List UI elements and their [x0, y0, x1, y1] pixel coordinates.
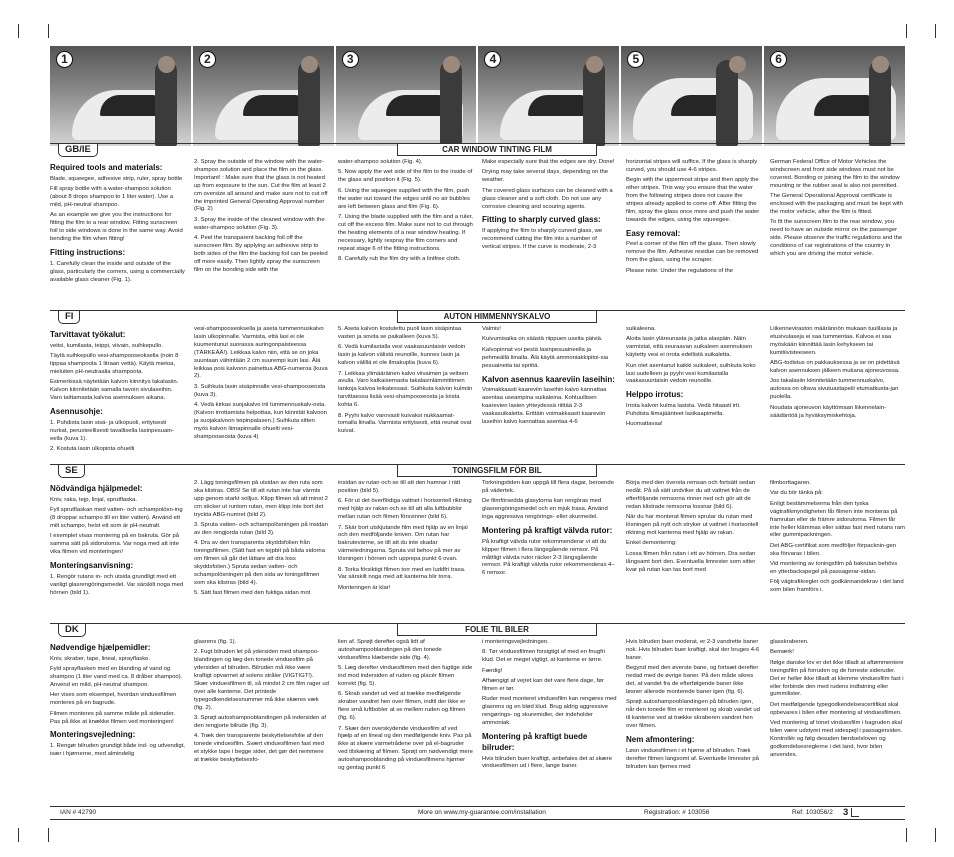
section-header	[50, 623, 905, 636]
subheading: Montering på kraftigt buede bilruder:	[482, 732, 588, 752]
paragraph: horizontal stripes will suffice. If the glass is sharply curved, you should use 4-6 stripes.	[626, 159, 758, 173]
paragraph: Vid montering av toningsfilm på bakrutan behövs en ytterbackspegel på passagerar-sidan.	[770, 561, 898, 576]
paragraph: lien af. Sprøjt derefter også lidt af autoshampooblandingen på den tonede vinduesfilms klæbende side (fig. 4).	[338, 639, 442, 661]
section-se	[50, 464, 905, 622]
paragraph: Please note: Under the regulations of the	[626, 267, 734, 274]
paragraph: Bemærk!	[770, 649, 794, 656]
section-dk	[50, 623, 905, 803]
paragraph: Börja med den översta remsan och fortsätt sedan nedåt. På så sätt undviker du att vattnet från de efterföljande remsorna rinner ned och gör att de redan klistrade remsorna lossnar (bild 6).	[626, 480, 756, 510]
paragraph: 2. Lägg toningsfilmen på utsidan av den ruta som ska klistras. OBS! Se till att rutan inte har värmts upp genom starkt solljus. Klipp filmen så att minst 2 cm sticker ut runtom rutan, men klipp inte bort det tryckta ABG-numret (bild 2).	[194, 480, 328, 518]
paragraph: 1. Rengør bilruden grundigt både ind- og udvendigt, især i hjørnerne, med almindelig	[50, 743, 185, 758]
paragraph: 4. Peel the transparent backing foil off the sunscreen film. By applying an adhesive strip to both sides of the film the backing foil can be peeled off more easily. Then lightly spray the sunscreen film on the bonding side with the	[194, 235, 328, 273]
language-tag: SE	[58, 465, 85, 478]
crop-mark	[48, 24, 49, 38]
step-photo	[764, 46, 905, 146]
step-number-badge: 2	[199, 51, 216, 68]
paragraph: 6. Using the squeegee supplied with the film, push the water out toward the edges until no air bubbles are left between glass and film (Fig. 6).	[338, 187, 470, 210]
section-title: CAR WINDOW TINTING FILM	[397, 143, 597, 156]
crop-mark	[906, 828, 907, 842]
text-column	[770, 159, 905, 287]
paragraph: Afhængigt af vejret kan det vare flere dage, før filmen er tør.	[482, 678, 604, 693]
paragraph: 3. Suihkuta lasin sisäpinnalle vesi-shampooseosta (kuva 3).	[194, 383, 326, 398]
text-column	[50, 639, 185, 776]
paragraph: Lossa filmen från rutan i ett av hörnen. Dra sedan långsamt bort den. Eventuella limrester som sitter kvar på rutan kan tas bort med	[626, 550, 756, 573]
paragraph: 8. Pyyhi kalvo varovasti kuivaksi nukkaamat-tomalla liinalla. Varmista erityisesti, että reunat ovat kuivat.	[338, 412, 472, 435]
crop-mark	[906, 24, 907, 38]
paragraph: Ifølge danske lov er det ikke tilladt at aftømmentere toningsfilm på forruden og de forreste sideruder. Det er heller ikke tilladt at klemme vinduesfilm fast i eller forbinde den med rudens indfatning eller gummilister.	[770, 659, 904, 698]
section-body	[50, 636, 905, 776]
subheading: Nødvendige hjælpemidler:	[50, 643, 151, 652]
paragraph: Ved montering af tonet vinduesfilm i bagruden skal bilen være udstyret med sidespejl i passagersiden. Kontrollér og følg desuden færdselsloven og godkendelsesreglerne i det land, hvor bilen anvendes.	[770, 720, 903, 758]
text-column	[194, 326, 329, 456]
subheading: Asennusohje:	[50, 407, 103, 417]
page-footer	[50, 806, 905, 820]
paragraph: filmborttagaren.	[770, 480, 811, 486]
paragraph: 4. Træk den transparente beskyttelsesfolie af den tonede vinduesfilm. Svært vinduesfilmen fast med et stykke tape i begge sider, det gør det nemmere at trække beskyttelsesfo-	[194, 733, 324, 764]
text-column	[50, 326, 185, 456]
crop-mark	[935, 24, 936, 38]
paragraph: 6. Skrab vandet ud ved at trække medfølgende skraber vandret hen over filmen, indtil der ikke er flere små luftbobler at se mellem ruden og filmen (fig. 6).	[338, 691, 466, 722]
step-photo	[621, 46, 762, 146]
paragraph: Sprøjt autoshampooblandingen på bilruden igen, når den tonede film er monteret og skrab vandet ud til kanterne ved at trække skraberen vandret hen over filmen.	[626, 699, 760, 730]
paragraph: Monteringen är klar!	[338, 584, 391, 591]
paragraph: 5. Sätt fast filmen med den fuktiga sidan mot	[194, 590, 311, 597]
paragraph: Færdig!	[482, 667, 503, 674]
subheading: Nem afmontering:	[626, 734, 695, 744]
subheading: Kalvon asennus kaareviin laseihin:	[482, 374, 615, 384]
paragraph: 1. Puhdista lasin sisä- ja ulkopuoli, erityisesti nurkat, perusteellisesti tavallisella lasinpesuain-eella (kuva 1).	[50, 419, 174, 442]
paragraph: Var du bör tänka på:	[770, 490, 823, 497]
section-body	[50, 156, 905, 287]
paragraph: Fyll sprutflaskan med vatten- och schampolösn-ing (8 droppar schampo till en liter vatten). Använd ett milt schampo, helst ett som är pH-neutralt.	[50, 507, 183, 529]
text-column	[194, 159, 329, 287]
text-column	[770, 480, 905, 601]
paragraph: insidan av rutan och se till att den hamnar i rätt position (bild 5).	[338, 480, 461, 494]
paragraph: Det ABG-certifikat som medföljer förpacknin-gen ska förvaras i bilen.	[770, 542, 897, 557]
paragraph: Begynd med den øverste bane, og fortsæt derefter nedad med de øvrige baner. På den måde sikres det, at vandet fra de efterfølgende baner ikke løsner allerede monterede baner igen (fig. 6).	[626, 665, 759, 695]
paragraph: De filmförsedda glasytorna kan rengöras med glasrengöringsmedel och en mjuk trasa. Använd inga aggressiva rengörings- eller skurmedel.	[482, 498, 608, 521]
paragraph: 7. Skär bort utskjutande film med hjälp av en linjal och den medföljande kniven. Om rutan har bakrutevärme, se till att du inte skadar värmeledningarna. Spruta vid behov på mer av lösningen i hörnen och upprepa punkt 6 ovan.	[338, 524, 468, 563]
paragraph: 1. Carefully clean the inside and outside of the glass, particularly the corners, using a commercially available glass cleaner (Fig. 1).	[50, 260, 185, 283]
section-gb	[50, 143, 905, 311]
language-tag: DK	[58, 624, 86, 637]
section-title: FOLIE TIL BILER	[397, 623, 597, 636]
paragraph: Irrota kalvon kulma lasista. Vedä hitaasti irti. Puhdista liimajäänteet lasikaapimella.	[626, 403, 741, 417]
paragraph: The General Operational Approval certificate is enclosed with the packaging and must be kept with the motor vehicle, after the film is fitted.	[770, 193, 903, 215]
paragraph: Noudata ajoneuvon käyttömaan liikennelain-säädäntöä ja hyväksymiskehtoja.	[770, 404, 886, 419]
subheading: Monteringsvejledning:	[50, 730, 136, 740]
registration-number: Registration: # 103056	[644, 809, 710, 816]
text-column	[482, 639, 617, 776]
text-column	[338, 480, 473, 601]
person-illustration	[716, 60, 738, 146]
section-body	[50, 323, 905, 456]
paragraph: Jos takalasiin kiinnitetään tummennuskalvo, autossa on oltava sivutuastapeili etumatkusta-jan puolella.	[770, 378, 899, 401]
text-column	[338, 159, 473, 287]
paragraph: Enligt bestämmelserna från den tyska vägtrafikmyndigheten får filmen inte monteras på framrutan eller de främre sidorutorna. Filmen får inte heller klämmas eller sättas fast med rutans ram eller gummipackningen.	[770, 500, 905, 539]
step-number-badge: 3	[342, 51, 359, 68]
text-column	[482, 326, 617, 456]
text-column	[626, 326, 761, 456]
step-number-badge: 4	[484, 51, 501, 68]
crop-mark	[18, 24, 19, 38]
paragraph: If applying the film to sharply curved glass, we recommend cutting the film into a number of vertical stripes. If the curve is moderate, 2-3	[482, 228, 603, 250]
text-column	[770, 639, 905, 776]
language-tag: GB/IE	[58, 144, 98, 157]
paragraph: Liikenneviraston määrännön mukaan tuulilasia ja etusivulaseja ei saa tummentaa. Kalvoa ei saa myöskään kiinnittää lasin kehykseen tai kumitiivisteeseen.	[770, 326, 898, 356]
person-head	[301, 56, 318, 73]
paragraph: Esimerkissä näytetään kalvon kiinnitys takalasiin. Kalvon kiinnitetään samalla tavoin sivulaseihin. Varo taittamasta kalvoa asennuksen aikana.	[50, 379, 179, 402]
paragraph: Hvis bilruden buer moderat, er 2-3 vandrette baner nok. Hvis bilruden buer kraftigt, skal der bruges 4-6 baner.	[626, 639, 760, 661]
paragraph: Fyld sprayflasken med en blanding af vand og shampoo (1 liter vand med ca. 8 dråber shampoo). Anvend en mild, pH-neutral shampoo.	[50, 666, 183, 688]
paragraph: Løsn vinduesfilmen i et hjørne af bilruden. Træk derefter filmen langsomt af. Eventuelle limrester på bilruden kan fjernes med	[626, 747, 759, 770]
paragraph: As an example we give you the instructions for fitting the film to a rear window. Fitting sunscreen foil to side windows is done in the same way. Avoid bending the film when fitting!	[50, 212, 183, 243]
person-head	[872, 56, 889, 73]
paragraph: 5. Now apply the wet side of the film to the inside of the glass and position it (Fig. 5).	[338, 169, 473, 184]
text-column	[338, 639, 473, 776]
text-column	[194, 639, 329, 776]
paragraph: 5. Læg derefter vinduesfilmen med den fugtige side ind mod indersiden af ruden og placér filmen korrekt (fig. 5).	[338, 665, 473, 688]
step-number-badge: 5	[627, 51, 644, 68]
paragraph: glasrens (fig. 1).	[194, 639, 237, 645]
paragraph: 1. Rengör rutans in- och utsida grundligt med ett vanligt glasrengöringsmedel. Var särskilt noga med hörnen (bild 1).	[50, 573, 184, 596]
paragraph: 8. Torka försiktigt filmen torr med en luddfri trasa. Var särskilt noga med att kanterna blir torra.	[338, 566, 466, 581]
paragraph: Begin with the uppermost stripe and then apply the other stripes. This way you ensure that the water from the following stripes does not cause the stripes already applied to come off. After fitting the film, spray the glass once more and push the water towards the edges, using the squeegee.	[626, 177, 760, 223]
section-header	[50, 464, 905, 477]
language-tag: FI	[58, 311, 80, 324]
corner-mark-icon	[851, 808, 859, 817]
paragraph: 8. Tør vinduesfilmen forsigtigt af med en fnugfri klud. Det er meget vigtigt, at kanterne er tørre.	[482, 649, 605, 664]
section-title: AUTON HIMMENNYSKALVO	[397, 310, 597, 323]
subheading: Fitting to sharply curved glass:	[482, 215, 601, 225]
paragraph: Fill spray bottle with a water-shampoo solution (about 8 drops shampoo to 1 liter water). Use a mild, pH-neutral shampoo.	[50, 186, 174, 208]
window-illustration	[386, 95, 444, 116]
paragraph: Ruder med monteret vinduesfilm kan rengøres med glasrens og en blød klud. Brug aldrig aggressive rengørings- og skuremidler, der indeholder ammoniak.	[482, 696, 617, 727]
paragraph: Kalvopinnat voi pestä lasinpesuaineella ja pehmeällä liinalla. Älä käytä ammoniakkipitoi-sia pesuaineita tai spriitä.	[482, 346, 609, 369]
paragraph: suikaleena.	[626, 326, 656, 332]
paragraph: Aloita lasin yläreunasta ja jatka alaspäin. Näin varmistat, että seuraavan suikaleen asennuksen käytetty vesi ei irrota edellistä suikaletta.	[626, 336, 753, 359]
section-header	[50, 143, 905, 156]
reference-number: Ref: 103056/2	[792, 809, 833, 816]
paragraph: Filmen monteres på samme måde på sideruder. Pas på ikke at knække filmen ved monteringen!	[50, 710, 176, 725]
paragraph: 3. Spruta vatten- och schampolösningen på insidan av den rengjorda rutan (bild 3).	[194, 522, 328, 536]
step-photo	[50, 46, 191, 146]
paragraph: i monteringsvejledningen.	[482, 639, 549, 645]
paragraph: Det medfølgende typegodkendelsescertifikat skal opbevares i bilen efter montering af vinduesfilmen.	[770, 701, 902, 716]
window-illustration	[528, 95, 586, 116]
paragraph: The covered glass surfaces can be cleaned with a glass cleaner and a soft cloth. Do not use any corrosive cleaning and scouring agents.	[482, 187, 613, 210]
subheading: Tarvittavat työkalut:	[50, 330, 126, 339]
paragraph: När du har monterat filmen sprutar du rutan med lösningen på nytt och stryker ut vattnet i horisontell riktning mot kanterna med hjälp av rakan.	[626, 514, 759, 536]
paragraph: 3. Spray the inside of the cleaned window with the water-shampoo solution (Fig. 3).	[194, 216, 325, 231]
crop-mark	[18, 828, 19, 842]
paragraph: 2. Fugt bilruden let på ydersiden med shampoo-blandingen og læg den tonede vinduesfilm på ydersiden af bilruden. Bilruden må ikke være kraftigt opvarmet af solens stråler (VIGTIGT!). Skær vinduesfilmen til, så mindst 2 cm film rager ud over alle kanterne. Det printede typegodkendelsesnummer må ikke skæres væk (fig. 2).	[194, 649, 329, 711]
crop-mark	[48, 828, 49, 842]
text-column	[194, 480, 329, 601]
ian-number: IAN # 42790	[60, 809, 97, 816]
subheading: Nödvändiga hjälpmedel:	[50, 484, 143, 493]
window-illustration	[100, 95, 158, 116]
paragraph: 4. Vedä kirkas suojakalvo irti tummennuskalv-osta. (Kalvon irrottamista helpottaa, kun kiinnität kalvoon ja suojakalvoon teipinpalasen.) Suihkuta sitten myös kalvon liimapinnalle ohuelti vesi-shampooseosta (kuva 4)	[194, 402, 327, 440]
window-illustration	[243, 95, 301, 116]
paragraph: German Federal Office of Motor Vehicles the windscreen and front side windows must not be covered. Bonding or joining the film to the window mounting or the rubber seal is also not permitted.	[770, 159, 900, 189]
paragraph: Enkel demontering:	[626, 540, 677, 547]
text-column	[482, 480, 617, 601]
paragraph: I exemplet visas montering på en bakruta. Gör på samma sätt på sidorutorna. Var noga med att inte vika filmen vid monteringen!	[50, 533, 180, 556]
step-photo	[193, 46, 334, 146]
section-header	[50, 310, 905, 323]
text-column	[482, 159, 617, 287]
paragraph: Kuivumisaika on säästä riippuen useita päiviä.	[482, 336, 603, 343]
section-title: TONINGSFILM FÖR BIL	[397, 464, 597, 477]
text-column	[626, 639, 761, 776]
subheading: Monteringsanvisning:	[50, 561, 134, 571]
paragraph: Drying may take several days, depending on the weather.	[482, 169, 609, 184]
text-column	[626, 480, 761, 601]
paragraph: Peel a corner of the film off the glass. Then slowly remove the film. Adhesive residue can be removed from the glass, using the scraper.	[626, 241, 759, 264]
paragraph: 4. Dra av den transparenta skyddsfolien från toningsfilmen. (Sätt fast en tejpbit på båda sidorna om filmen så går det lättare att dra loss skyddsfolien.) Spruta sedan vatten- och schampolösningen på den sida av toningsfilmen som ska klistras (bild 4).	[194, 540, 325, 586]
section-fi	[50, 310, 905, 462]
paragraph: 8. Carefully rub the film dry with a lintfree cloth.	[338, 255, 461, 262]
guarantee-url: More on www.my-guarantee.com/installation	[418, 809, 546, 816]
text-column	[50, 159, 185, 287]
paragraph: På kraftigt välvda rutor rekommenderar vi att du klipper filmen i flera längsgående remsor. På måttligt välvda rutor räcker 2-3 längsgående remsor. På kraftigt välvda rutor rekommenderas 4–6 remsor.	[482, 538, 615, 577]
paragraph: 7. Leikkaa ylimääräinen kalvo viivaimen ja veitsen avulla. Varo katkaisemasta takalasinlämmittimen lankoja kalvoa leikatessasi. Suihkuta kalvon kulmiin tarvittaessa lisää vesi-shampooseosta ja toista kohta 6.	[338, 370, 473, 409]
paragraph: Kun olet asentanut kaikki suikaleet, suihkuta koko lasi uudelleen ja pyyhi vesi kumilastalla vaakasuuntaisin vedoin reunoille.	[626, 362, 756, 385]
section-body	[50, 477, 905, 601]
person-head	[729, 56, 746, 73]
paragraph: Voimakkaasti kaareviin laseihin kalvo kannattaa asentaa useampina suikaleina. Kohtuullisen kaarevien lasien yhteydessä riittää 2-3 vaakasuikaletta. Erittäin voimakkaasti kaareviin laseihin kalvo kannattaa asentaa 4-6	[482, 387, 607, 425]
subheading: Montering på kraftigt välvda rutor:	[482, 526, 613, 536]
paragraph: 7. Using the blade supplied with the film and a ruler, cut off the excess film. Make sure not to cut through the heating elements of a rear window heating. If necessary, lightly respray the film corners and repeat stage 6 of the fitting instructions.	[338, 213, 473, 252]
paragraph: Huomattavaa!	[626, 421, 663, 428]
paragraph: 2. Kostuta lasin ulkopinta ohuelti	[50, 446, 135, 452]
paragraph: 5. Aseta kalvon kostutettu puoli lasin sisäpintaa vasten ja sovita se paikalleen (kuva 5).	[338, 326, 462, 340]
paragraph: 6. För ut det överflödiga vattnet i horisontell riktning med hjälp av rakan och se till att alla luftbubblor mellan rutan och filmen försvinner (bild 6).	[338, 498, 472, 521]
paragraph: 6. Vedä kumilastalla vesi vaakasuuntaisin vedoin lasin ja kalvon välistä reunoille, kunnes lasin ja kalvon välillä ei ole ilmakuplia (kuva 6).	[338, 344, 466, 367]
paragraph: Blade, squeegee, adhesive strip, ruler, spray bottle	[50, 175, 183, 182]
paragraph: Make especially sure that the edges are dry. Done!	[482, 159, 615, 165]
paragraph: Valmis!	[482, 326, 501, 332]
paragraph: ABG-todistus on pakkauksessa ja se on pidettävä kalvon asennuksen jälkeen mukana ajoneuvossa.	[770, 360, 900, 375]
paragraph: To fit the sunscreen film to the rear window, you need to have an outside mirror on the passenger side. Please observe the traffic regulations and the conditions of car registrations of the country in which you are driving the motor vehicle.	[770, 219, 903, 257]
paragraph: 3. Sprøjt autoshampooblandingen på indersiden af den rengjorte bilrude (fig. 3).	[194, 715, 326, 730]
paragraph: Täytä suihkepullo vesi-shampooseoksella (noin 8 tippaa shampoota 1 litraan vettä). Käytä mietoa, mieluiten pH-neutraalia shampoota.	[50, 353, 179, 375]
page-number: 3	[843, 807, 849, 818]
paragraph: 7. Skær den overskydende vinduesfilm af ved hjælp af en lineal og den medfølgende kniv. Pas på ikke at skære varmetrådene over på el-bagruder ved tilskæring af filmen. Sprøjt om nødvendigt mere autoshampooblanding på vinduesfilmens hjørner og gentag punkt 6	[338, 725, 473, 772]
window-illustration	[814, 95, 872, 116]
paragraph: Kniv, skraber, tape, lineal, sprayflaske.	[50, 655, 151, 662]
paragraph: vesi-shampooseoksella ja aseta tummennuskalvo lasin ulkopinnalle. Varmista, että lasi ei ole kuumentunut suorassa auringonpaisteessa (TÄRKEÄÄ!). Leikkaa kalvo niin, että se on joka suuntaan vähintään 2 cm suurempi kuin lasi. Älä leikkaa pois kalvoon painettua ABG-numeroa (kuva 2).	[194, 326, 328, 380]
step-photo	[478, 46, 619, 146]
subheading: Required tools and materials:	[50, 163, 163, 172]
paragraph: Torkningstiden kan uppgå till flera dagar, beroende på vädertek.	[482, 480, 614, 494]
subheading: Fitting instructions:	[50, 247, 126, 257]
instruction-photo-strip	[50, 46, 905, 146]
paragraph: Kniv, raka, tejp, linjal, sprutflaska.	[50, 496, 137, 503]
person-head	[158, 56, 175, 73]
step-number-badge: 6	[770, 51, 787, 68]
paragraph: Hvis bilruden buer kraftigt, anbefales det at skære vinduesfilmen ud i flere, lange baner.	[482, 755, 612, 770]
paragraph: 2. Spray the outside of the window with the water-shampoo solution and place the film on the glass. Important! : Make sure that the glass is not heated up from exposure to the sun. Cut the film at least 2 cm oversize all around and make sure not to cut off the imprinted General Operating Approval number (Fig. 2)	[194, 159, 328, 213]
paragraph: water-shampoo solution (Fig. 4).	[338, 159, 423, 165]
paragraph: glasskraberen.	[770, 639, 809, 645]
text-column	[626, 159, 761, 287]
text-column	[50, 480, 185, 601]
text-column	[770, 326, 905, 456]
paragraph: Her vises som eksempel, hvordan vinduesfilmen monteres på en bagrude.	[50, 692, 177, 707]
paragraph: Följ vägtrafikregler och godkännandekrav i det land som bilen framförs i.	[770, 579, 904, 594]
subheading: Helppo irrotus:	[626, 390, 684, 400]
paragraph: veitsi, kumilasta, teippi, viivain, suihkepullo.	[50, 342, 163, 349]
crop-mark	[935, 828, 936, 842]
step-number-badge: 1	[56, 51, 73, 68]
text-column	[338, 326, 473, 456]
subheading: Easy removal:	[626, 228, 681, 238]
step-photo	[336, 46, 477, 146]
